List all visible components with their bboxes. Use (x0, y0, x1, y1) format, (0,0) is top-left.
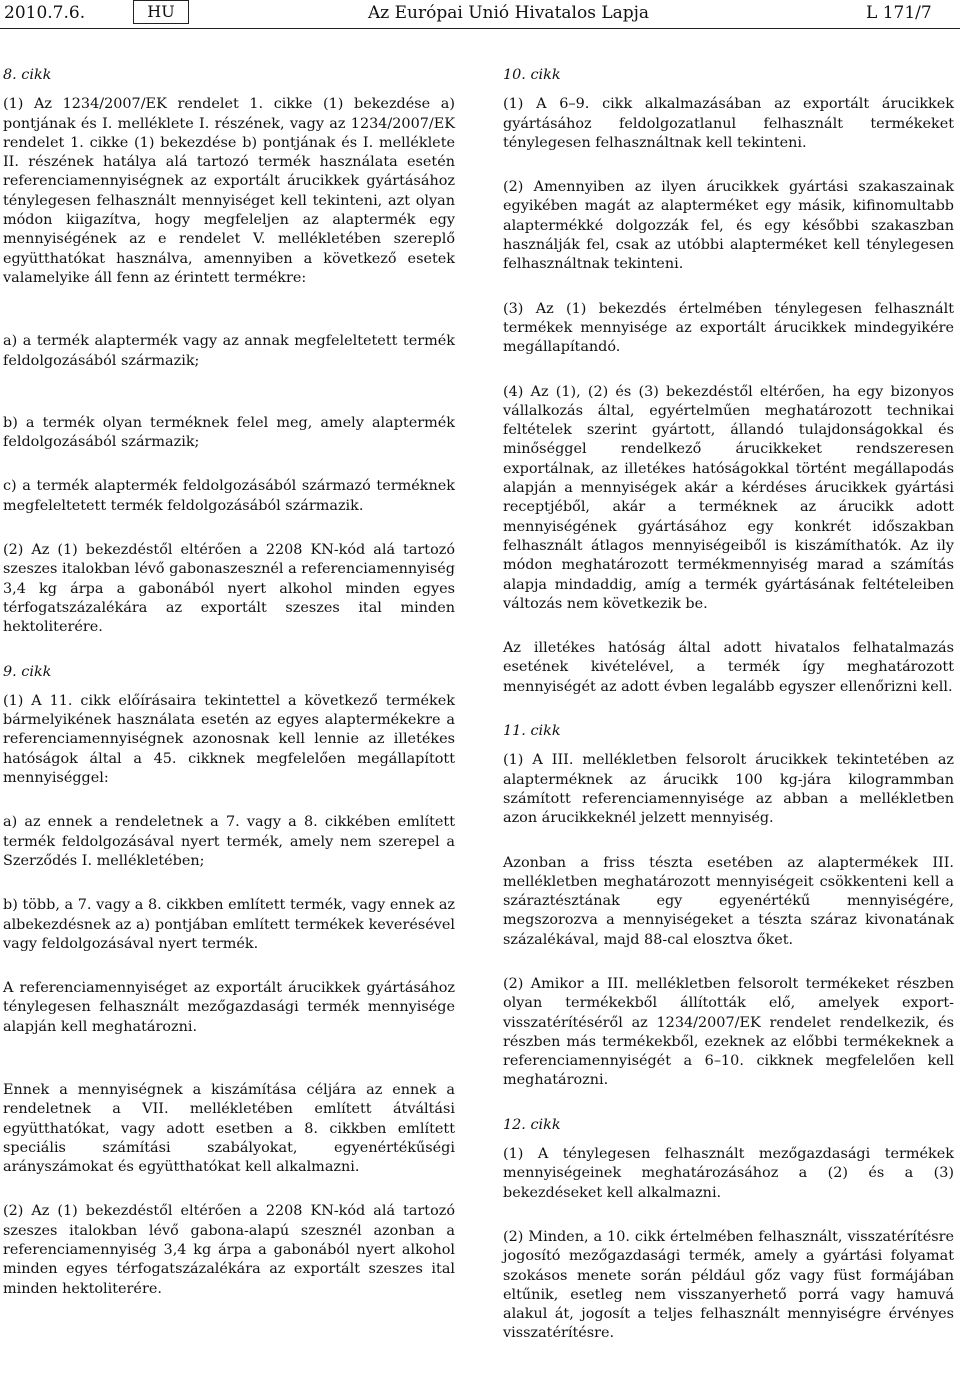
paragraph: (1) A III. mellékletben felsorolt árucikkek tekintetében az alapterméknek az árucikk 100 kg-jára kilogrammban számított referenciamennyisége az abban a mellékletben azon árucikkeknél jelzett mennyiség. (503, 752, 954, 827)
paragraph: (4) Az (1), (2) és (3) bekezdéstől eltérően, ha egy bizonyos vállalkozás által, egyértelműen meghatározott technikai feltételek szerint gyártott, állandó tulajdonságokkal és minőséggel rendelkező árucikkeket rendszeresen exportálnak, az illetékes hatóságokkal történt megállapodás alapján a mennyiségek akár a kérdéses árucikkek gyártási receptjéből, akár a terméknek az árucikk adott mennyiségének gyártásához egy konkrét időszakban felhasznált átlagos mennyiségeiből is kiszámíthatók. Az ily módon meghatározott termékmennyiség marad a számítás alapja mindaddig, amíg a termék gyártásának feltételeiben változás nem következik be. (503, 383, 954, 612)
paragraph: (1) A ténylegesen felhasznált mezőgazdasági termékek mennyiségeinek meghatározásához a (2) és a (3) bekezdéseket kell alkalmazni. (503, 1146, 954, 1201)
article-9-heading: 9. cikk (3, 663, 52, 680)
paragraph: c) a termék alaptermék feldolgozásából származó terméknek megfeleltetett termék feldolgozásából származik. (3, 478, 455, 514)
article-10-heading: 10. cikk (503, 67, 561, 83)
paragraph: Azonban a friss tészta esetében az alaptermékek III. mellékletben meghatározott mennyiségeit csökkenteni kell a száraztésztának egy egyenértékű mennyiségére, megszorozva a mennyiségeket a tészta száraz kivonatának százalékával, majd 88-cal elosztva őket. (503, 854, 954, 948)
paragraph: (1) Az 1234/2007/EK rendelet 1. cikke (1) bekezdése a) pontjának és I. melléklete I. részének, vagy az 1234/2007/EK rendelet 1. cikke (1) bekezdése b) pontjának és I. melléklete II. részének hatálya alá tartozó termék használata esetén referenciamennyiségnek az exportált árucikkek gyártásához ténylegesen felhasznált mennyiséget kell tekinteni, azt olyan módon kiigazítva, hogy megfeleljen az alaptermék egy mennyiségének az e rendelet V. mellékletében szereplő együtthatókat használva, amennyiben a következő esetek valamelyike áll fenn az érintett termékre: (3, 96, 455, 286)
paragraph: (1) A 11. cikk előírásaira tekintettel a következő termékek bármelyikének használata esetén az egyes alaptermékekre a referenciamennyiségnek azonosnak kell lennie az illetékes hatóságok által a 45. cikknek megfelelően megállapított mennyiséggel: (3, 692, 455, 787)
paragraph: (2) Amennyiben az ilyen árucikkek gyártási szakaszainak egyikében magát az alapterméket egy másik, kifinomultabb alaptermékké dolgozzák fel, és egy későbbi szakaszban használják fel, csak az utóbbi alapterméket kell ténylegesen felhasználtnak tekinteni. (503, 179, 954, 273)
article-8-heading: 8. cikk (3, 67, 52, 83)
paragraph: b) a termék olyan terméknek felel meg, amely alaptermék feldolgozásából származik; (3, 414, 455, 451)
paragraph: a) a termék alaptermék vagy az annak megfeleltetett termék feldolgozásából származik; (3, 333, 455, 369)
language-badge: HU (133, 0, 189, 24)
paragraph: (2) Minden, a 10. cikk értelmében felhasznált, visszatérítésre jogosító mezőgazdasági termék, amely a gyártási folyamat szokásos menete során például gőz vagy füst formájában eltűnik, esetleg nem visszanyerhető porrá vagy hamuvá alakul át, jogosít a teljes felhasznált mennyiségre érvényes visszatérítésre. (503, 1228, 954, 1342)
paragraph: (3) Az (1) bekezdés értelmében ténylegesen felhasznált termékek mennyisége az exportált árucikkek mindegyikére megállapítandó. (503, 300, 954, 356)
paragraph: A referenciamennyiséget az exportált árucikkek gyártásához ténylegesen felhasznált mezőgazdasági termék mennyisége alapján kell meghatározni. (3, 980, 455, 1035)
article-11-heading: 11. cikk (503, 723, 561, 740)
paragraph: a) az ennek a rendeletnek a 7. vagy a 8. cikkében említett termék feldolgozásával nyert termék, amely nem szerepel a Szerződés I. mellékletében; (3, 814, 455, 869)
paragraph: b) több, a 7. vagy a 8. cikkben említett termék, vagy ennek az albekezdésnek az a) pontjában említett termékek keverésével vagy feldolgozásával nyert termék. (3, 897, 455, 952)
page-number: L 171/7 (866, 3, 932, 23)
header-rule (0, 28, 960, 29)
page-header (0, 0, 960, 34)
paragraph: Az illetékes hatóság által adott hivatalos felhatalmazás esetének kivételével, a termék így meghatározott mennyiségét az adott évben legalább egyszer ellenőrizni kell. (503, 640, 954, 695)
left-column (3, 66, 455, 1299)
paragraph: (2) Az (1) bekezdéstől eltérően a 2208 KN-kód alá tartozó szeszes italokban lévő gabona-alapú szesznél azonban a referenciamennyiség 3,4 kg árpa a gabonából nyert alkohol minden egyes térfogatszázalékára az exportált szeszes ital minden hektoliterére. (3, 1203, 455, 1297)
journal-title: Az Európai Unió Hivatalos Lapja (368, 3, 650, 23)
paragraph: (2) Amikor a III. mellékletben felsorolt termékeket részben olyan termékekből állították elő, amelyek export-visszatérítéséről az 1234/2007/EK rendelet rendelkezik, és részben más termékekből, ezeknek az előbbi termékeknek a referenciamennyiségét a 6–10. cikknek megfelelően kell meghatározni. (503, 975, 954, 1089)
paragraph: Ennek a mennyiségnek a kiszámítása céljára az ennek a rendeletnek a VII. mellékletében említett átváltási együtthatókat, vagy adott esetben a 8. cikkben említett speciális számítási szabályokat, egyenértékűségi arányszámokat és együtthatókat kell alkalmazni. (3, 1081, 455, 1176)
paragraph: (1) A 6–9. cikk alkalmazásában az exportált árucikkek gyártásához feldolgozatlanul felhasznált termékeket ténylegesen felhasználtnak kell tekinteni. (503, 96, 954, 151)
right-column (503, 66, 954, 1344)
publication-date: 2010.7.6. (4, 3, 86, 23)
article-12-heading: 12. cikk (503, 1116, 561, 1133)
paragraph: (2) Az (1) bekezdéstől eltérően a 2208 KN-kód alá tartozó szeszes italokban lévő gabonaszesznél a referenciamennyiség 3,4 kg árpa a gabonából nyert alkohol minden egyes térfogatszázalékára az exportált szeszes ital minden hektoliterére. (3, 542, 455, 636)
